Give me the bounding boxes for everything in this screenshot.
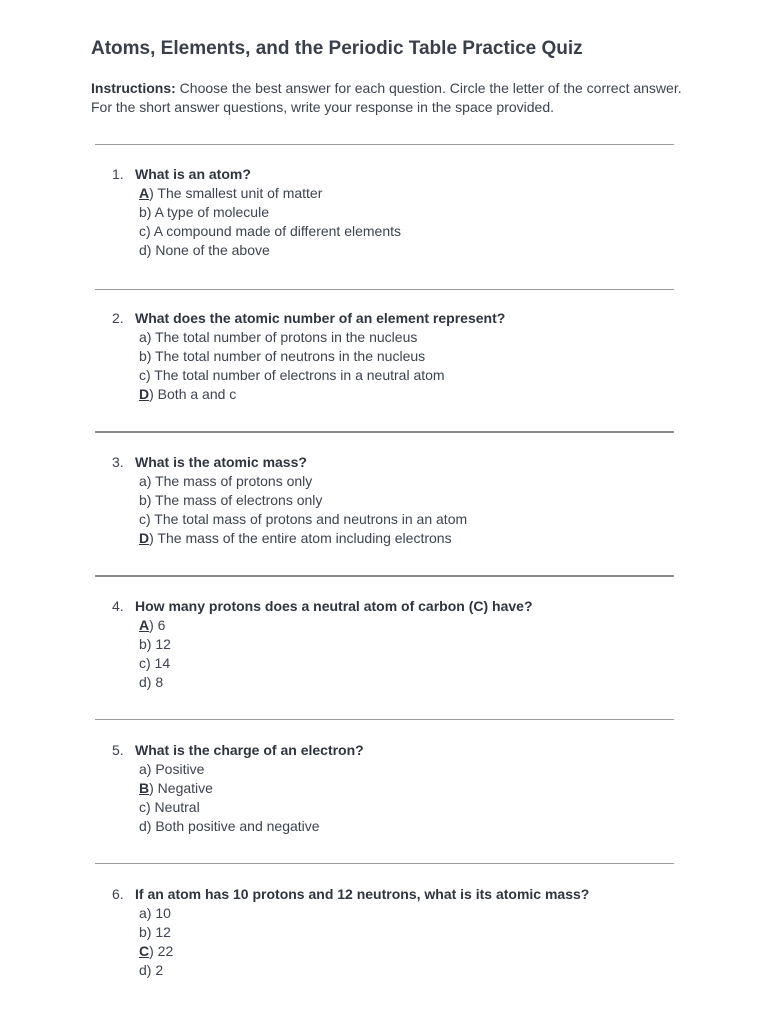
question-text: How many protons does a neutral atom of carbon (C) have? <box>135 598 533 614</box>
option-letter: c <box>139 799 146 815</box>
option-a[interactable] <box>139 616 712 635</box>
divider <box>95 719 674 720</box>
question-text: What is the atomic mass? <box>135 454 307 470</box>
option-b[interactable] <box>139 347 712 366</box>
option-text: ) None of the above <box>146 242 270 258</box>
option-text: ) 12 <box>146 636 171 652</box>
option-text: ) The total mass of protons and neutrons in an atom <box>146 511 468 527</box>
question-number: 2. <box>112 310 124 326</box>
option-letter: b <box>139 924 147 940</box>
option-a[interactable] <box>139 328 712 347</box>
question-4 <box>112 597 712 692</box>
question-number: 4. <box>112 598 124 614</box>
option-text: ) A type of molecule <box>146 204 269 220</box>
option-letter: a <box>139 329 147 345</box>
option-text: ) The total number of protons in the nucleus <box>146 329 418 345</box>
option-a[interactable] <box>139 472 712 491</box>
option-a[interactable] <box>139 904 712 923</box>
option-c[interactable] <box>139 798 712 817</box>
option-text: ) 8 <box>146 674 164 690</box>
option-text: ) The total number of neutrons in the nucleus <box>146 348 426 364</box>
option-letter: a <box>139 473 147 489</box>
question-number: 3. <box>112 454 124 470</box>
option-b[interactable] <box>139 491 712 510</box>
option-letter: d <box>139 242 147 258</box>
option-text: ) The smallest unit of matter <box>149 185 323 201</box>
option-letter: A <box>139 617 150 633</box>
option-letter: a <box>139 761 147 777</box>
instructions <box>91 79 691 117</box>
divider <box>95 144 674 145</box>
option-letter: A <box>139 185 150 201</box>
answer-options <box>112 184 712 260</box>
instructions-label: Instructions: <box>91 80 176 96</box>
question-1 <box>112 165 712 260</box>
option-d[interactable] <box>139 961 712 980</box>
answer-options <box>112 472 712 548</box>
option-letter: b <box>139 348 147 364</box>
option-letter: B <box>139 780 150 796</box>
answer-options <box>112 328 712 404</box>
option-d[interactable] <box>139 817 712 836</box>
option-letter: D <box>139 386 150 402</box>
divider <box>95 289 674 290</box>
option-text: ) Negative <box>149 780 213 796</box>
option-letter: c <box>139 655 146 671</box>
option-b[interactable] <box>139 779 712 798</box>
question-6 <box>112 885 712 980</box>
option-b[interactable] <box>139 203 712 222</box>
answer-options <box>112 904 712 980</box>
option-letter: b <box>139 204 147 220</box>
option-text: ) Both a and c <box>149 386 237 402</box>
option-text: ) The mass of protons only <box>146 473 313 489</box>
option-d[interactable] <box>139 529 712 548</box>
question-number: 5. <box>112 742 124 758</box>
option-letter: b <box>139 636 147 652</box>
option-letter: d <box>139 962 147 978</box>
option-letter: D <box>139 530 150 546</box>
question-text: If an atom has 10 protons and 12 neutrons, what is its atomic mass? <box>135 886 590 902</box>
option-text: ) 12 <box>146 924 171 940</box>
option-d[interactable] <box>139 673 712 692</box>
option-text: ) The mass of the entire atom including electrons <box>149 530 452 546</box>
option-text: ) Positive <box>146 761 205 777</box>
option-letter: c <box>139 223 146 239</box>
question-3 <box>112 453 712 548</box>
option-text: ) 22 <box>149 943 174 959</box>
divider <box>95 575 674 577</box>
question-number: 6. <box>112 886 124 902</box>
divider <box>95 863 674 864</box>
question-text: What is the charge of an electron? <box>135 742 364 758</box>
answer-options <box>112 760 712 836</box>
option-text: ) 10 <box>146 905 171 921</box>
option-letter: c <box>139 511 146 527</box>
option-c[interactable] <box>139 222 712 241</box>
option-letter: d <box>139 674 147 690</box>
divider <box>95 431 674 433</box>
question-text: What is an atom? <box>135 166 251 182</box>
option-text: ) Both positive and negative <box>146 818 320 834</box>
option-letter: a <box>139 905 147 921</box>
option-c[interactable] <box>139 942 712 961</box>
question-2 <box>112 309 712 404</box>
question-text: What does the atomic number of an element represent? <box>135 310 506 326</box>
option-c[interactable] <box>139 366 712 385</box>
option-a[interactable] <box>139 760 712 779</box>
option-c[interactable] <box>139 654 712 673</box>
option-c[interactable] <box>139 510 712 529</box>
option-letter: b <box>139 492 147 508</box>
answer-options <box>112 616 712 692</box>
option-text: ) 14 <box>146 655 171 671</box>
option-letter: C <box>139 943 150 959</box>
instructions-text: Choose the best answer for each question. Circle the letter of the correct answer. For the short answer questions, write your response in the space provided. <box>91 80 682 115</box>
option-d[interactable] <box>139 385 712 404</box>
option-text: ) Neutral <box>146 799 200 815</box>
option-text: ) A compound made of different elements <box>146 223 402 239</box>
option-b[interactable] <box>139 635 712 654</box>
option-text: ) The total number of electrons in a neutral atom <box>146 367 445 383</box>
option-text: ) 6 <box>149 617 166 633</box>
option-d[interactable] <box>139 241 712 260</box>
option-b[interactable] <box>139 923 712 942</box>
option-letter: d <box>139 818 147 834</box>
page-title: Atoms, Elements, and the Periodic Table Practice Quiz <box>91 38 583 59</box>
option-letter: c <box>139 367 146 383</box>
option-text: ) 2 <box>146 962 164 978</box>
question-number: 1. <box>112 166 124 182</box>
option-text: ) The mass of electrons only <box>146 492 323 508</box>
option-a[interactable] <box>139 184 712 203</box>
question-5 <box>112 741 712 836</box>
